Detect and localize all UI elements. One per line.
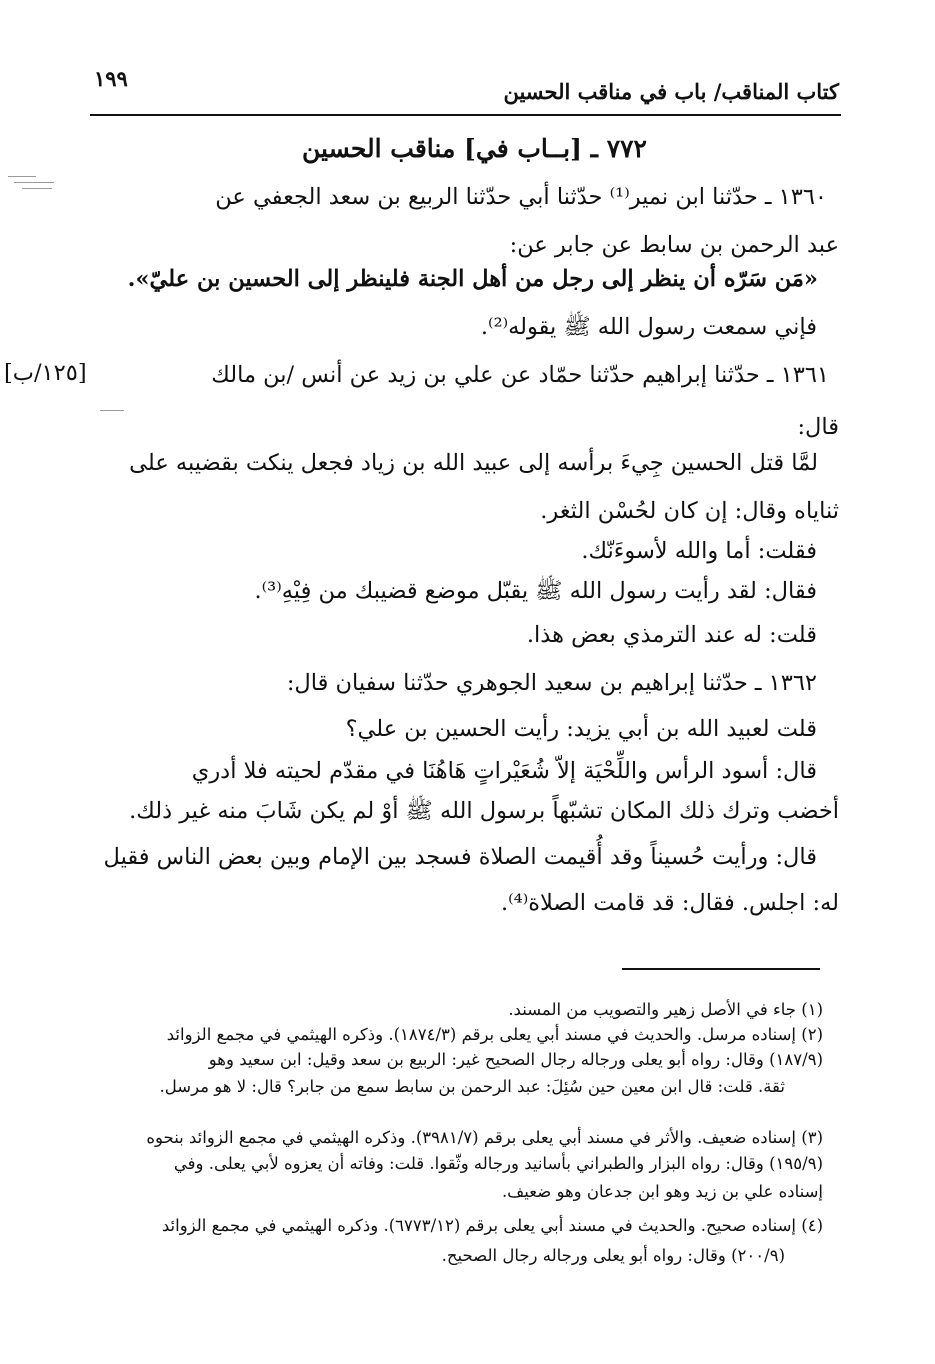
footnote-3-cont: (١٩٥/٩) وقال: رواه البزار والطبراني بأسانيد ورجاله وثّقوا. قلت: وفاته أن يعزوه لأبي يعلى. وفي: [173, 1154, 823, 1173]
body-line: قال: ورأيت حُسيناً وقد أُقيمت الصلاة فسجد بين الإمام وبين بعض الناس فقيل: [103, 844, 817, 870]
footnote-rule: [622, 968, 820, 970]
footnote-2-cont: ثقة. قلت: قال ابن معين حين سُئِلَ: عبد الرحمن بن سابط سمع من جابر؟ قال: لا هو مرسل.: [159, 1077, 785, 1096]
body-line: له: اجلس. فقال: قد قامت الصلاة⁽⁴⁾.: [500, 890, 839, 916]
body-line: فقال: لقد رأيت رسول الله ﷺ يقبّل موضع قضيبك من فِيْهِ⁽³⁾.: [254, 578, 817, 604]
scan-speck: [14, 182, 54, 183]
page-number: ١٩٩: [94, 66, 128, 91]
footnote-4: (٤) إسناده صحيح. والحديث في مسند أبي يعلى برقم (٦٧٧٣/١٢). وذكره الهيثمي في مجمع الزوائد: [161, 1216, 823, 1235]
footnote-2: (٢) إسناده مرسل. والحديث في مسند أبي يعلى برقم (١٨٧٤/٣). وذكره الهيثمي في مجمع الزوائد: [166, 1025, 823, 1044]
body-line: ثناياه وقال: إن كان لحُسْن الثغر.: [540, 498, 839, 524]
footnote-4-cont: (٢٠٠/٩) وقال: رواه أبو يعلى ورجاله رجال الصحيح.: [441, 1246, 785, 1265]
body-line: لمَّا قتل الحسين جِيءَ برأسه إلى عبيد الله بن زياد فجعل ينكت بقضيبه على: [129, 450, 818, 476]
body-line: قال:: [797, 414, 839, 440]
footnote-2-cont: (١٨٧/٩) وقال: رواه أبو يعلى ورجاله رجال الصحيح غير: الربيع بن سعد وقيل: ابن سعيد وهو: [208, 1050, 823, 1069]
body-line: فقلت: أما والله لأسوءَنّك.: [581, 538, 817, 564]
body-line: فإني سمعت رسول الله ﷺ يقوله⁽²⁾.: [480, 314, 817, 340]
body-line: عبد الرحمن بن سابط عن جابر عن:: [509, 232, 839, 258]
body-line: قلت لعبيد الله بن أبي يزيد: رأيت الحسين بن علي؟: [345, 716, 817, 742]
footnote-1: (١) جاء في الأصل زهير والتصويب من المسند.: [508, 1000, 823, 1019]
manuscript-folio-marker: [١٢٥/ب]: [4, 360, 87, 386]
footnote-3: (٣) إسناده ضعيف. والأثر في مسند أبي يعلى برقم (٣٩٨١/٧). وذكره الهيثمي في مجمع الزوائد بنحوه: [146, 1128, 823, 1147]
body-line: قال: أسود الرأس واللِّحْيَة إلاّ شُعَيْراتٍ هَاهُنَا في مقدّم لحيته فلا أدري: [191, 758, 817, 784]
scan-speck: [22, 188, 52, 189]
running-title: كتاب المناقب/ باب في مناقب الحسين: [503, 79, 839, 104]
body-line: أخضب وترك ذلك المكان تشبّهاً برسول الله ﷺ أوْ لم يكن شَابَ منه غير ذلك.: [129, 798, 839, 824]
footnote-3-cont: إسناده علي بن زيد وهو ابن جدعان وهو ضعيف.: [501, 1182, 823, 1201]
hadith-1360-line: ١٣٦٠ ـ حدّثنا ابن نمير⁽¹⁾ حدّثنا أبي حدّثنا الربيع بن سعد الجعفي عن: [215, 184, 827, 210]
chapter-title: ٧٧٢ ـ [بــاب في] مناقب الحسين: [302, 134, 647, 163]
header-rule: [90, 114, 841, 116]
hadith-matn: «مَن سَرّه أن ينظر إلى رجل من أهل الجنة فلينظر إلى الحسين بن عليّ».: [127, 266, 818, 292]
body-line: قلت: له عند الترمذي بعض هذا.: [526, 622, 817, 648]
scan-speck: [8, 176, 36, 177]
hadith-1362-line: ١٣٦٢ ـ حدّثنا إبراهيم بن سعيد الجوهري حدّثنا سفيان قال:: [286, 670, 817, 696]
hadith-1361-line: ١٣٦١ ـ حدّثنا إبراهيم حدّثنا حمّاد عن علي بن زيد عن أنس /بن مالك: [211, 362, 829, 388]
scan-speck: [100, 410, 124, 411]
